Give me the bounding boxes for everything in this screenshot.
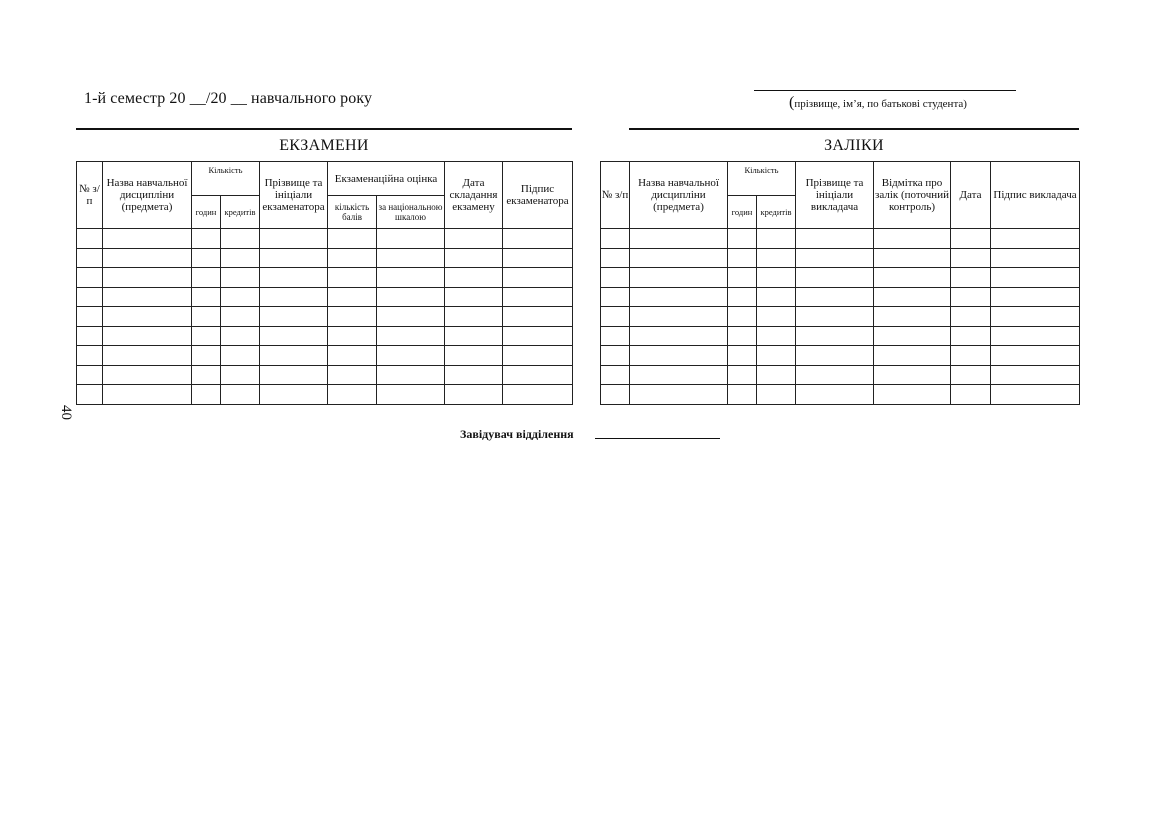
table-cell[interactable]	[192, 346, 221, 366]
table-cell[interactable]	[728, 365, 757, 385]
table-cell[interactable]	[377, 287, 445, 307]
table-row	[601, 248, 1080, 268]
table-cell[interactable]	[445, 346, 503, 366]
table-cell[interactable]	[377, 229, 445, 249]
col-points: кількість балів	[328, 196, 377, 229]
table-cell[interactable]	[103, 365, 192, 385]
table-cell[interactable]	[991, 326, 1080, 346]
table-row	[77, 307, 573, 327]
table-cell[interactable]	[991, 268, 1080, 288]
col-teacher: Прізвище та ініціали викладача	[796, 162, 874, 229]
table-cell[interactable]	[874, 365, 951, 385]
table-cell[interactable]	[630, 307, 728, 327]
table-row	[601, 268, 1080, 288]
table-cell[interactable]	[103, 326, 192, 346]
table-cell[interactable]	[221, 307, 260, 327]
table-cell[interactable]	[757, 365, 796, 385]
table-cell[interactable]	[630, 229, 728, 249]
table-cell[interactable]	[260, 326, 328, 346]
col-credits: кредитів	[221, 196, 260, 229]
table-row	[77, 248, 573, 268]
table-cell[interactable]	[103, 229, 192, 249]
table-cell[interactable]	[601, 268, 630, 288]
exams-title: ЕКЗАМЕНИ	[279, 137, 369, 154]
table-cell[interactable]	[445, 365, 503, 385]
table-row	[77, 229, 573, 249]
table-cell[interactable]	[874, 229, 951, 249]
table-cell[interactable]	[221, 346, 260, 366]
caption-text: прізвище, ім’я, по батькові студента)	[794, 98, 967, 110]
exams-rule	[76, 128, 572, 130]
page-number: 40	[58, 405, 74, 420]
col-subject: Назва навчальної дисципліни (предмета)	[630, 162, 728, 229]
table-cell[interactable]	[445, 229, 503, 249]
table-cell[interactable]	[601, 248, 630, 268]
table-cell[interactable]	[445, 326, 503, 346]
table-row	[601, 346, 1080, 366]
table-cell[interactable]	[503, 307, 573, 327]
col-hours: годин	[192, 196, 221, 229]
credits-body	[601, 229, 1080, 405]
table-cell[interactable]	[103, 268, 192, 288]
table-cell[interactable]	[503, 385, 573, 405]
table-cell[interactable]	[757, 307, 796, 327]
table-cell[interactable]	[874, 326, 951, 346]
table-cell[interactable]	[951, 229, 991, 249]
table-cell[interactable]	[77, 365, 103, 385]
table-cell[interactable]	[503, 287, 573, 307]
table-cell[interactable]	[991, 385, 1080, 405]
table-cell[interactable]	[728, 287, 757, 307]
table-cell[interactable]	[103, 248, 192, 268]
table-cell[interactable]	[630, 385, 728, 405]
table-cell[interactable]	[796, 229, 874, 249]
table-cell[interactable]	[445, 307, 503, 327]
table-cell[interactable]	[221, 248, 260, 268]
col-mark: Відмітка про залік (поточний контроль)	[874, 162, 951, 229]
table-cell[interactable]	[377, 385, 445, 405]
table-cell[interactable]	[260, 248, 328, 268]
table-cell[interactable]	[630, 268, 728, 288]
table-cell[interactable]	[77, 326, 103, 346]
table-cell[interactable]	[874, 307, 951, 327]
table-cell[interactable]	[757, 385, 796, 405]
table-cell[interactable]	[757, 287, 796, 307]
table-cell[interactable]	[260, 346, 328, 366]
table-cell[interactable]	[77, 229, 103, 249]
table-cell[interactable]	[601, 326, 630, 346]
table-cell[interactable]	[874, 268, 951, 288]
table-cell[interactable]	[951, 326, 991, 346]
table-cell[interactable]	[630, 287, 728, 307]
table-row	[601, 385, 1080, 405]
table-cell[interactable]	[103, 346, 192, 366]
student-name-line	[754, 90, 1016, 91]
table-cell[interactable]	[221, 287, 260, 307]
table-cell[interactable]	[328, 287, 377, 307]
table-cell[interactable]	[445, 268, 503, 288]
table-cell[interactable]	[951, 307, 991, 327]
col-hours: годин	[728, 196, 757, 229]
table-cell[interactable]	[601, 346, 630, 366]
table-cell[interactable]	[192, 229, 221, 249]
table-cell[interactable]	[757, 326, 796, 346]
student-name-caption	[789, 94, 967, 112]
table-cell[interactable]	[991, 248, 1080, 268]
table-cell[interactable]	[503, 248, 573, 268]
table-row	[77, 268, 573, 288]
table-cell[interactable]	[221, 365, 260, 385]
table-cell[interactable]	[601, 307, 630, 327]
table-cell[interactable]	[77, 268, 103, 288]
table-row	[601, 287, 1080, 307]
table-cell[interactable]	[601, 287, 630, 307]
table-row	[77, 385, 573, 405]
table-cell[interactable]	[77, 385, 103, 405]
table-cell[interactable]	[192, 268, 221, 288]
table-cell[interactable]	[796, 287, 874, 307]
table-cell[interactable]	[377, 307, 445, 327]
table-cell[interactable]	[951, 248, 991, 268]
table-cell[interactable]	[991, 346, 1080, 366]
table-cell[interactable]	[377, 346, 445, 366]
table-row	[601, 326, 1080, 346]
col-date: Дата складання екзамену	[445, 162, 503, 229]
col-quantity: Кількість	[192, 162, 260, 196]
table-cell[interactable]	[757, 346, 796, 366]
table-cell[interactable]	[328, 365, 377, 385]
col-date: Дата	[951, 162, 991, 229]
table-cell[interactable]	[874, 248, 951, 268]
table-cell[interactable]	[503, 365, 573, 385]
table-cell[interactable]	[328, 229, 377, 249]
table-cell[interactable]	[951, 365, 991, 385]
exams-table	[76, 161, 573, 405]
table-cell[interactable]	[796, 385, 874, 405]
table-cell[interactable]	[874, 385, 951, 405]
table-cell[interactable]	[77, 346, 103, 366]
table-cell[interactable]	[192, 248, 221, 268]
table-cell[interactable]	[757, 229, 796, 249]
table-cell[interactable]	[796, 326, 874, 346]
table-row	[77, 346, 573, 366]
table-cell[interactable]	[103, 385, 192, 405]
table-cell[interactable]	[991, 307, 1080, 327]
table-row	[77, 326, 573, 346]
caption-paren: (	[789, 94, 795, 111]
col-national: за національною шкалою	[377, 196, 445, 229]
col-no: № з/п	[77, 162, 103, 229]
table-cell[interactable]	[503, 268, 573, 288]
table-cell[interactable]	[503, 326, 573, 346]
table-cell[interactable]	[445, 385, 503, 405]
table-cell[interactable]	[445, 287, 503, 307]
department-head-label: Завідувач відділення	[460, 427, 574, 441]
table-cell[interactable]	[445, 248, 503, 268]
col-examiner: Прізвище та ініціали екзаменатора	[260, 162, 328, 229]
table-cell[interactable]	[728, 326, 757, 346]
table-cell[interactable]	[728, 346, 757, 366]
table-cell[interactable]	[221, 326, 260, 346]
table-cell[interactable]	[221, 229, 260, 249]
table-cell[interactable]	[192, 307, 221, 327]
col-signature: Підпис екзаменатора	[503, 162, 573, 229]
table-row	[77, 287, 573, 307]
table-cell[interactable]	[757, 268, 796, 288]
table-cell[interactable]	[260, 385, 328, 405]
exams-body	[77, 229, 573, 405]
table-cell[interactable]	[103, 287, 192, 307]
table-cell[interactable]	[192, 326, 221, 346]
table-cell[interactable]	[503, 346, 573, 366]
table-cell[interactable]	[192, 385, 221, 405]
table-cell[interactable]	[951, 346, 991, 366]
table-cell[interactable]	[630, 346, 728, 366]
table-cell[interactable]	[951, 385, 991, 405]
table-cell[interactable]	[796, 307, 874, 327]
table-cell[interactable]	[728, 229, 757, 249]
col-grade: Екзаменаційна оцінка	[328, 162, 445, 196]
table-cell[interactable]	[951, 268, 991, 288]
table-cell[interactable]	[728, 385, 757, 405]
table-cell[interactable]	[260, 229, 328, 249]
table-cell[interactable]	[192, 365, 221, 385]
table-cell[interactable]	[630, 326, 728, 346]
table-cell[interactable]	[630, 248, 728, 268]
table-cell[interactable]	[377, 365, 445, 385]
table-row	[601, 307, 1080, 327]
table-cell[interactable]	[260, 365, 328, 385]
table-cell[interactable]	[77, 248, 103, 268]
table-cell[interactable]	[260, 307, 328, 327]
table-cell[interactable]	[991, 229, 1080, 249]
credits-table	[600, 161, 1080, 405]
col-credits: кредитів	[757, 196, 796, 229]
table-cell[interactable]	[328, 248, 377, 268]
table-cell[interactable]	[377, 268, 445, 288]
table-row	[77, 365, 573, 385]
table-cell[interactable]	[601, 385, 630, 405]
table-cell[interactable]	[796, 268, 874, 288]
table-cell[interactable]	[796, 248, 874, 268]
table-row	[601, 365, 1080, 385]
table-cell[interactable]	[874, 346, 951, 366]
table-cell[interactable]	[328, 385, 377, 405]
department-head-signature-line	[595, 438, 720, 439]
table-cell[interactable]	[328, 307, 377, 327]
table-cell[interactable]	[757, 248, 796, 268]
table-cell[interactable]	[728, 248, 757, 268]
table-cell[interactable]	[728, 307, 757, 327]
col-quantity: Кількість	[728, 162, 796, 196]
table-cell[interactable]	[221, 385, 260, 405]
table-cell[interactable]	[951, 287, 991, 307]
semester-line: 1-й семестр 20 __/20 __ навчального року	[84, 90, 373, 107]
table-cell[interactable]	[192, 287, 221, 307]
table-cell[interactable]	[377, 248, 445, 268]
table-cell[interactable]	[328, 326, 377, 346]
table-cell[interactable]	[328, 268, 377, 288]
table-cell[interactable]	[874, 287, 951, 307]
credits-title: ЗАЛІКИ	[824, 137, 884, 154]
table-row	[601, 229, 1080, 249]
table-cell[interactable]	[77, 307, 103, 327]
table-cell[interactable]	[991, 365, 1080, 385]
col-subject: Назва навчальної дисципліни (предмета)	[103, 162, 192, 229]
table-cell[interactable]	[503, 229, 573, 249]
table-cell[interactable]	[221, 268, 260, 288]
table-cell[interactable]	[630, 365, 728, 385]
table-cell[interactable]	[796, 365, 874, 385]
credits-rule	[629, 128, 1079, 130]
table-cell[interactable]	[328, 346, 377, 366]
table-cell[interactable]	[601, 365, 630, 385]
col-signature: Підпис викладача	[991, 162, 1080, 229]
table-cell[interactable]	[796, 346, 874, 366]
table-cell[interactable]	[77, 287, 103, 307]
table-cell[interactable]	[260, 287, 328, 307]
table-cell[interactable]	[601, 229, 630, 249]
table-cell[interactable]	[728, 268, 757, 288]
col-no: № з/п	[601, 162, 630, 229]
table-cell[interactable]	[260, 268, 328, 288]
table-cell[interactable]	[991, 287, 1080, 307]
table-cell[interactable]	[103, 307, 192, 327]
table-cell[interactable]	[377, 326, 445, 346]
